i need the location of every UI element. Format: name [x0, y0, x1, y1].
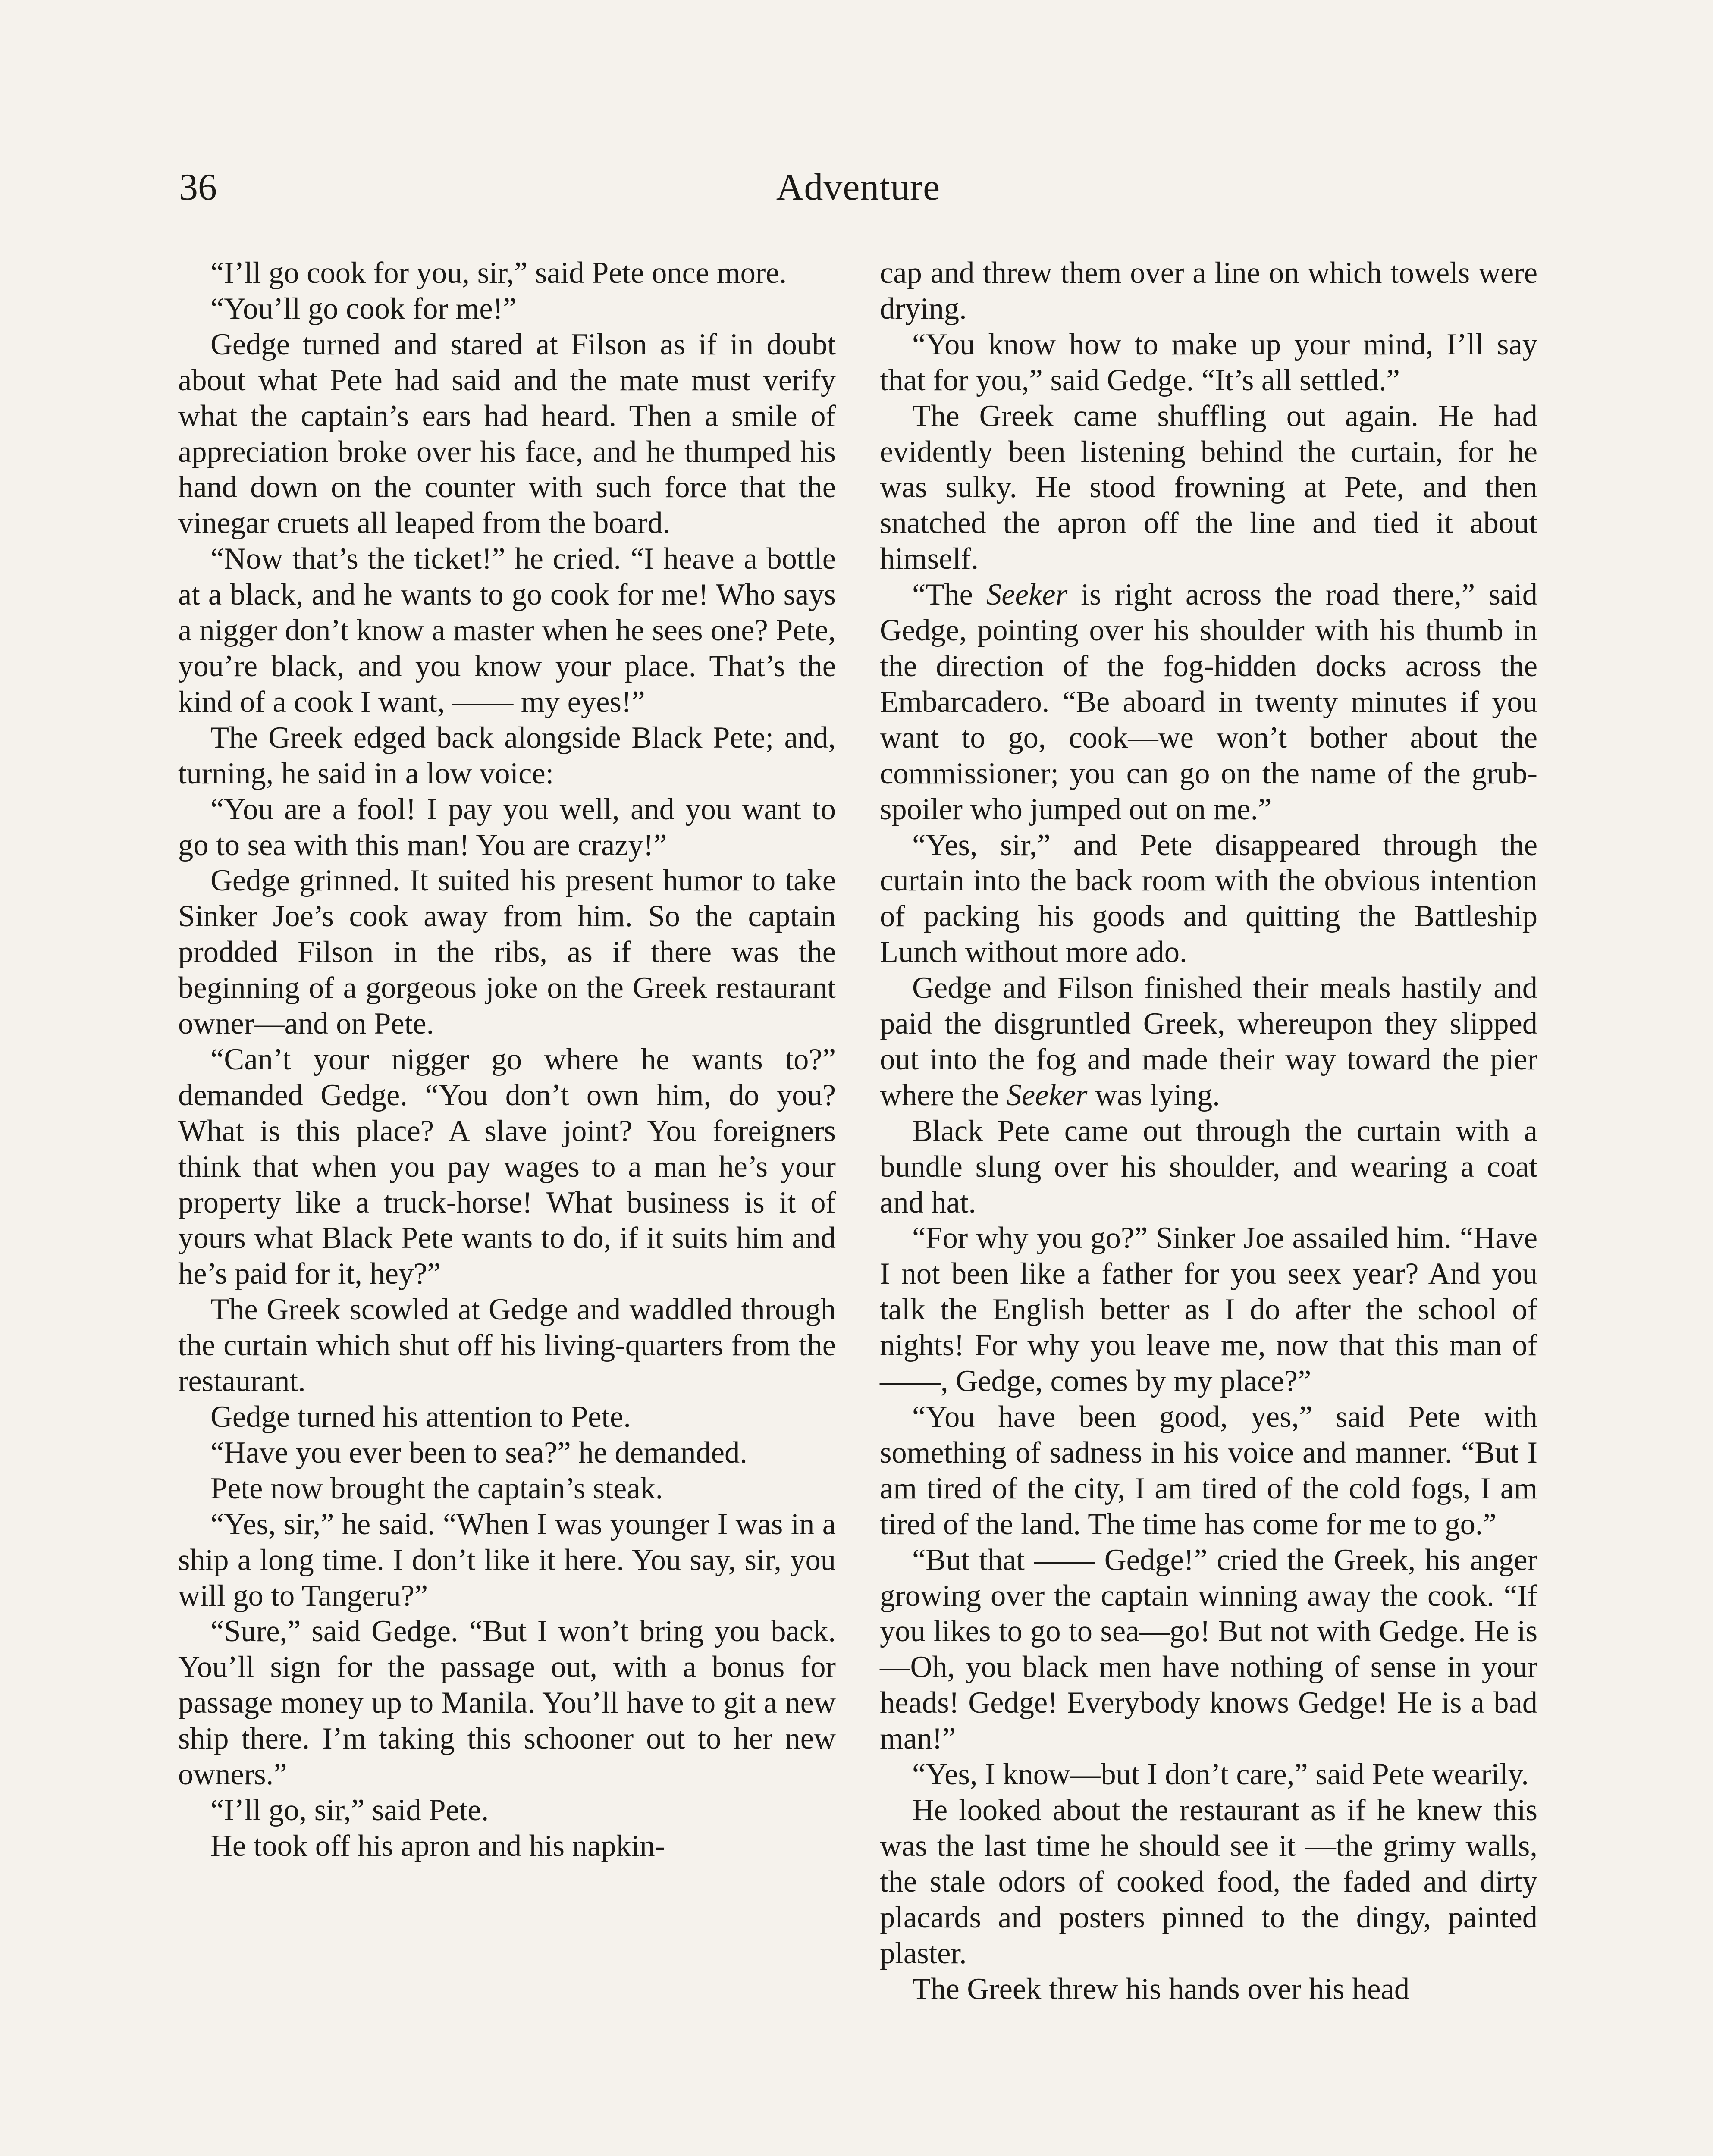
paragraph: The Greek scowled at Gedge and waddled through the curtain which shut off his living-quarters from the restaurant. — [178, 1293, 836, 1398]
paragraph: “Yes, sir,” and Pete disappeared through the curtain into the back room with the obvious intention of packing his goods and quitting the Battleship Lunch without more ado. — [880, 828, 1537, 969]
paragraph: “Yes, sir,” he said. “When I was younger I was in a ship a long time. I don’t like it here. You say, sir, you will go to Tangeru?” — [178, 1507, 836, 1613]
paragraph-text: Gedge and Filson finished their meals hastily and paid the disgruntled Greek, whereupon they slipped out into the fog and made their way toward the pier where the — [880, 971, 1537, 1112]
paragraph: “Yes, I know—but I don’t care,” said Pete wearily. — [912, 1758, 1529, 1792]
text-column-left — [178, 255, 836, 1864]
paragraph: “Have you ever been to sea?” he demanded. — [210, 1435, 747, 1470]
paragraph: “For why you go?” Sinker Joe assailed him. “Have I not been like a father for you seex year? And you talk the English better as I do after the school of nights! For why you leave me, now that this man of ——, Gedge, comes by my place?” — [880, 1221, 1537, 1398]
paragraph: “Sure,” said Gedge. “But I won’t bring you back. You’ll sign for the passage out, with a bonus for passage money up to Manila. You’ll have to git a new ship there. I’m taking this schooner out to her new owners.” — [178, 1614, 836, 1792]
paragraph: “I’ll go, sir,” said Pete. — [210, 1793, 489, 1827]
paragraph: “You’ll go cook for me!” — [210, 291, 517, 326]
paragraph: “Now that’s the ticket!” he cried. “I heave a bottle at a black, and he wants to go cook for me! Who says a nigger don’t know a master when he sees one? Pete, you’re black, and you know your place. That’s the kind of a cook I want, —— my eyes!” — [178, 542, 836, 719]
paragraph: Black Pete came out through the curtain with a bundle slung over his shoulder, and wearing a coat and hat. — [880, 1114, 1537, 1219]
paragraph: “I’ll go cook for you, sir,” said Pete once more. — [210, 256, 787, 290]
paragraph: The Greek came shuffling out again. He had evidently been listening behind the curtain, for he was sulky. He stood frowning at Pete, and then snatched the apron off the line and tied it about himself. — [880, 399, 1537, 576]
paragraph: The Greek threw his hands over his head — [912, 1972, 1410, 2006]
paragraph: “But that —— Gedge!” cried the Greek, his anger growing over the captain winning away the cook. “If you likes to go to sea—go! But not with Gedge. He is—Oh, you black men have nothing of sense in your heads! Gedge! Everybody knows Gedge! He is a bad man!” — [880, 1543, 1537, 1756]
paragraph: He looked about the restaurant as if he knew this was the last time he should see it —the grimy walls, the stale odors of cooked food, the faded and dirty placards and posters pinned to the dingy, painted plaster. — [880, 1793, 1537, 1970]
paragraph: Gedge grinned. It suited his present humor to take Sinker Joe’s cook away from him. So the captain prodded Filson in the ribs, as if there was the beginning of a gorgeous joke on the Greek restaurant owner—and on Pete. — [178, 864, 836, 1041]
paragraph — [880, 970, 1537, 1113]
paragraph: The Greek edged back alongside Black Pete; and, turning, he said in a low voice: — [178, 721, 836, 790]
paragraph: “You are a fool! I pay you well, and you want to go to sea with this man! You are crazy!” — [178, 792, 836, 862]
paragraph — [880, 577, 1537, 827]
running-title: Adventure — [776, 166, 941, 208]
page-number: 36 — [179, 166, 217, 208]
paragraph: Pete now brought the captain’s steak. — [210, 1471, 663, 1505]
paragraph: Gedge turned and stared at Filson as if in doubt about what Pete had said and the mate must verify what the captain’s ears had heard. Then a smile of appreciation broke over his face, and he thumped his hand down on the counter with such force that the vinegar cruets all leaped from the board. — [178, 327, 836, 540]
paragraph: “You know how to make up your mind, I’ll say that for you,” said Gedge. “It’s all settled.” — [880, 327, 1537, 397]
paragraph-text: is right across the road there,” said Gedge, pointing over his shoulder with his thumb in the direction of the fog-hidden docks across the Embarcadero. “Be aboard in twenty minutes if you want to go, cook—we won’t bother about the commissioner; you can go on the name of the grub-spoiler who jumped out on me.” — [880, 578, 1537, 826]
paragraph: He took off his apron and his napkin- — [210, 1829, 665, 1863]
paragraph: “Can’t your nigger go where he wants to?” demanded Gedge. “You don’t own him, do you? What is this place? A slave joint? You foreigners think that when you pay wages to a man he’s your property like a truck-horse! What business is it of yours what Black Pete wants to do, if it suits him and he’s paid for it, hey?” — [178, 1042, 836, 1291]
text-column-right — [880, 255, 1537, 2007]
paragraph-text: “The — [912, 578, 987, 612]
page-header — [179, 164, 1537, 220]
ship-name: Seeker — [986, 578, 1068, 612]
paragraph: “You have been good, yes,” said Pete with something of sadness in his voice and manner. “But I am tired of the city, I am tired of the cold fogs, I am tired of the land. The time has come for me to go.” — [880, 1400, 1537, 1541]
ship-name: Seeker — [1006, 1078, 1088, 1112]
paragraph: Gedge turned his attention to Pete. — [210, 1400, 631, 1434]
paragraph-text: was lying. — [1087, 1078, 1220, 1112]
paragraph: cap and threw them over a line on which towels were drying. — [880, 256, 1537, 326]
